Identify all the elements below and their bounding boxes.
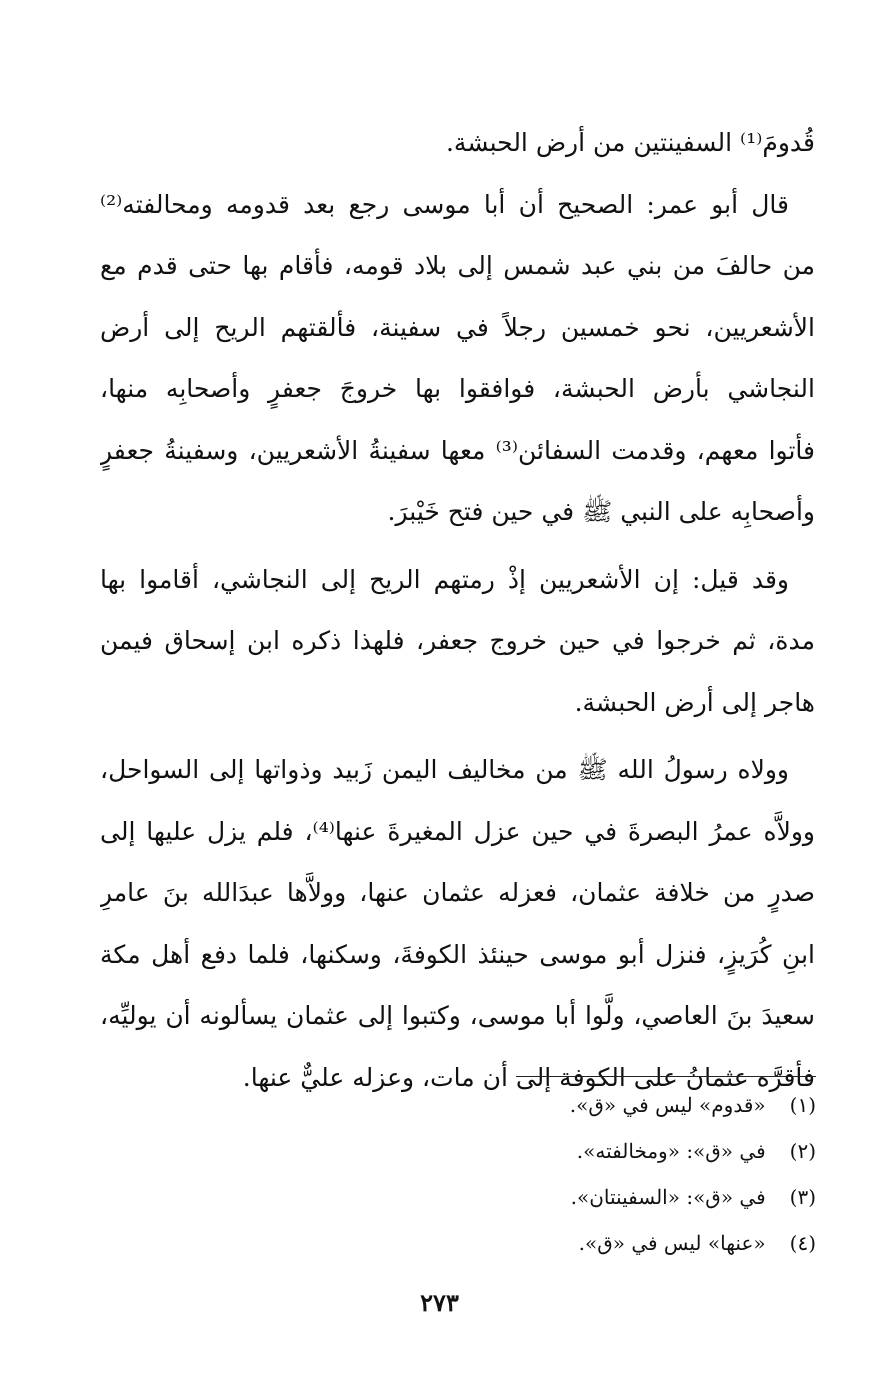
footnote-text: «قدوم» ليس في «ق». <box>569 1093 766 1117</box>
text-line: صدرٍ من خلافة عثمان، فعزله عثمان عنها، وولاَّها عبدَالله بنَ عامرِ <box>100 878 815 907</box>
text-line: هاجر إلى أرض الحبشة. <box>574 687 815 717</box>
footnote-item <box>300 1174 816 1220</box>
footnote-text: في «ق»: «ومخالفته». <box>576 1139 766 1163</box>
footnote-number: (١) <box>789 1093 816 1117</box>
footnote-number: (٢) <box>789 1139 816 1163</box>
text-line: فأتوا معهم، وقدمت السفائن⁽³⁾ معها سفينةُ الأشعريين، وسفينةُ جعفرٍ <box>100 435 815 465</box>
footnote-item <box>300 1220 816 1266</box>
text-line: قال أبو عمر: الصحيح أن أبا موسى رجع بعد قدومه ومحالفته⁽²⁾ <box>100 189 789 219</box>
footnote-item <box>300 1082 816 1128</box>
footnote-number: (٣) <box>789 1185 816 1209</box>
text-line: الأشعريين، نحو خمسين رجلاً في سفينة، فألقتهم الريح إلى أرض <box>100 312 815 342</box>
footnote-text: «عنها» ليس في «ق». <box>578 1231 766 1255</box>
footnote-item <box>300 1128 816 1174</box>
footnotes <box>300 1082 816 1266</box>
footnote-text: في «ق»: «السفينتان». <box>570 1185 766 1209</box>
text-line: وقد قيل: إن الأشعريين إذْ رمتهم الريح إلى النجاشي، أقاموا بها <box>100 564 789 594</box>
main-text <box>100 112 815 1108</box>
text-line: النجاشي بأرض الحبشة، فوافقوا بها خروجَ جعفرٍ وأصحابِه منها، <box>100 374 815 403</box>
text-line: مدة، ثم خرجوا في حين خروج جعفر، فلهذا ذكره ابن إسحاق فيمن <box>100 626 815 655</box>
text-line: قُدومَ⁽¹⁾ السفينتين من أرض الحبشة. <box>445 128 815 157</box>
footnote-number: (٤) <box>789 1231 816 1255</box>
text-line: وولاه رسولُ الله ﷺ من مخاليف اليمن زَبيد وذواتها إلى السواحل، <box>100 755 789 784</box>
text-line: وأصحابِه على النبي ﷺ في حين فتح خَيْبرَ. <box>387 497 815 526</box>
text-line: ابنِ كُرَيزٍ، فنزل أبو موسى حينئذ الكوفةَ، وسكنها، فلما دفع أهل مكة <box>100 939 815 969</box>
footnote-divider <box>516 1076 816 1077</box>
text-line: من حالفَ من بني عبد شمس إلى بلاد قومه، فأقام بها حتى قدم مع <box>100 251 815 280</box>
page-number: ٢٧٣ <box>420 1288 459 1317</box>
text-line: فأقرَّه عثمانُ على الكوفة إلى أن مات، وعزله عليٌّ عنها. <box>242 1062 815 1092</box>
text-line: سعيدَ بنَ العاصي، ولَّوا أبا موسى، وكتبوا إلى عثمان يسألونه أن يوليِّه، <box>100 1001 815 1030</box>
text-line: وولاَّه عمرُ البصرةَ في حين عزل المغيرةَ عنها⁽⁴⁾، فلم يزل عليها إلى <box>100 816 815 846</box>
